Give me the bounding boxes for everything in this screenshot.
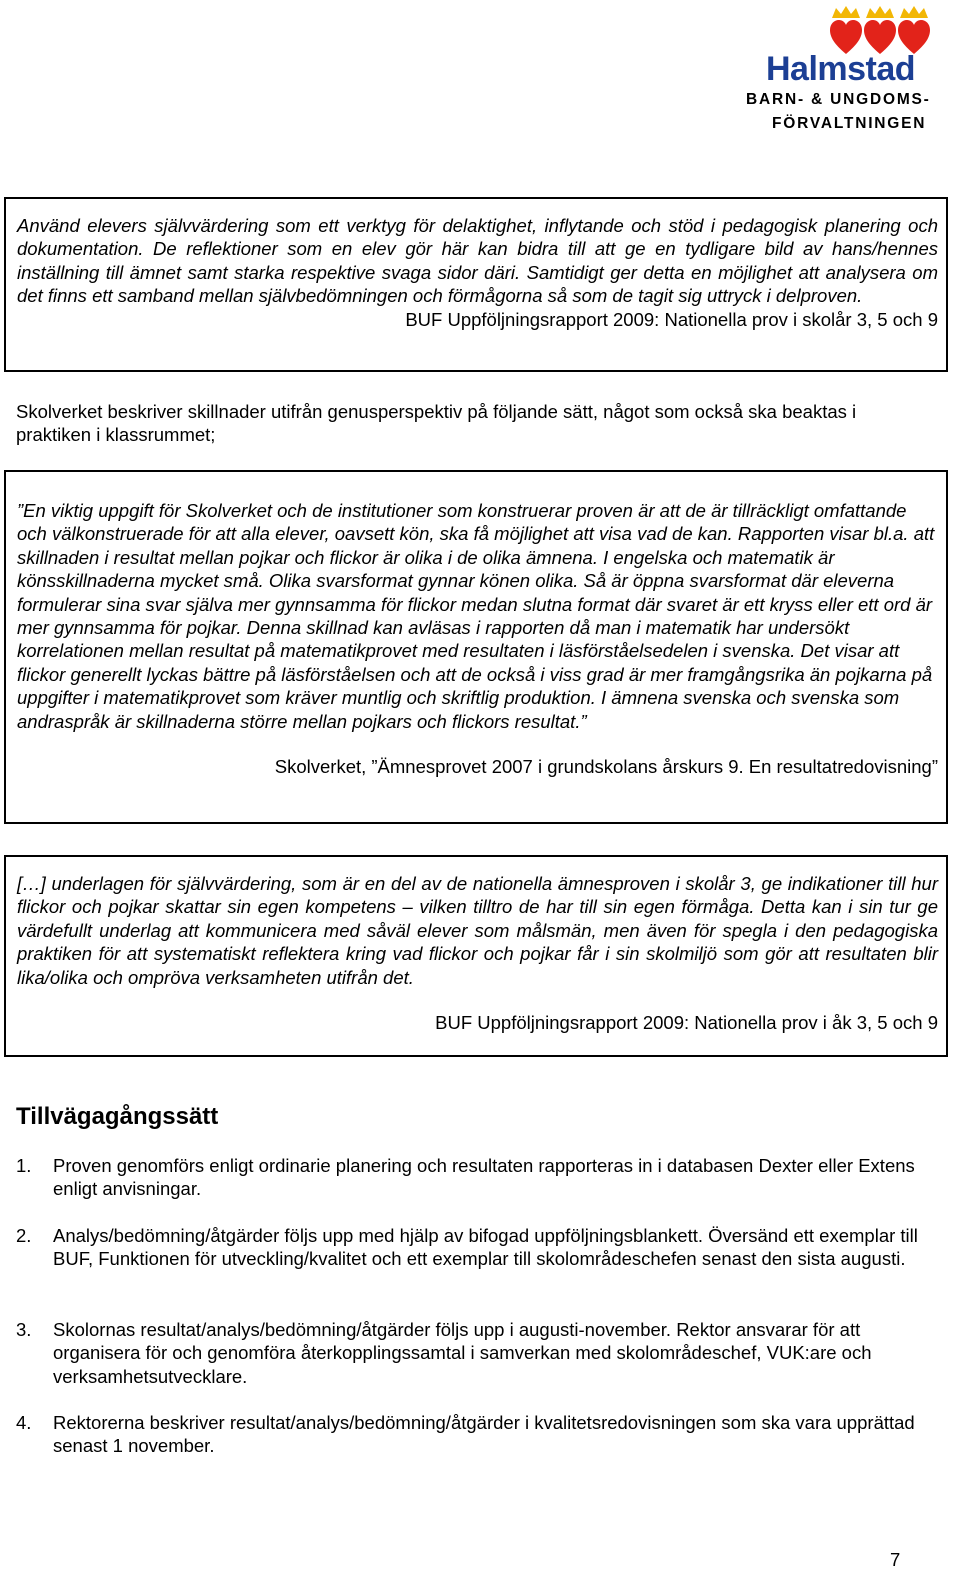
- list-item-number: 1.: [16, 1155, 32, 1176]
- quote-2-source: Skolverket, ”Ämnesprovet 2007 i grundskolans årskurs 9. En resultatredovisning”: [274, 756, 938, 778]
- list-item-text: Rektorerna beskriver resultat/analys/bedömning/åtgärder i kvalitetsredovisningen som ska vara upprättad senast 1 november.: [53, 1412, 915, 1457]
- page-number: 7: [890, 1549, 901, 1570]
- logo-department-line2: FÖRVALTNINGEN: [772, 115, 927, 132]
- logo-name: Halmstad: [766, 50, 916, 88]
- intro-paragraph: Skolverket beskriver skillnader utifrån genusperspektiv på följande sätt, något som också ska beaktas i praktiken i klassrummet;: [16, 401, 857, 446]
- quote-3-text: […] underlagen för självvärdering, som är en del av de nationella ämnesproven i skolår 3, ge indikationer till hur flickor och pojkar skattar sin egen kompetens – vilken tilltro de har till sin egen förmåga. Detta kan i sin tur ge värdefullt underlag att kommunicera med såväl elever som målsmän, men även för spegla i den pedagogiska praktiken för att systematiskt reflektera kring vad flickor och pojkar får i sin skolmiljö som gör att resultaten blir lika/olika och ompröva verksamheten utifrån det.: [17, 873, 938, 988]
- list-item: [16, 1318, 946, 1388]
- quote-box-3: [4, 855, 948, 1057]
- section-heading: Tillvägagångssätt: [16, 1103, 219, 1130]
- quote-1-text: Använd elevers självvärdering som ett verktyg för delaktighet, inflytande och stöd i pedagogisk planering och dokumentation. De reflektioner som en elev gör här kan bidra till att ge en tydligare bild av hans/hennes inställning till ämnet samt starka respektive svaga sidor däri. Samtidigt ger detta en möjlighet att analysera om det finns ett samband mellan självbedömningen och förmågorna så som de tagit sig uttryck i delproven.: [17, 215, 938, 307]
- logo-department-line1: BARN- & UNGDOMS-: [746, 91, 931, 108]
- list-item-number: 2.: [16, 1225, 32, 1246]
- list-item-number: 3.: [16, 1319, 32, 1340]
- quote-box-1: [4, 197, 948, 372]
- list-item: [16, 1224, 946, 1271]
- list-item-text: Proven genomförs enligt ordinarie planering och resultaten rapporteras in i databasen Dexter eller Extens enligt anvisningar.: [53, 1155, 915, 1200]
- list-item-text: Analys/bedömning/åtgärder följs upp med hjälp av bifogad uppföljningsblankett. Översänd ett exemplar till BUF, Funktionen för utveckling/kvalitet och ett exemplar till skolområdeschefen senast den sista augusti.: [53, 1225, 918, 1270]
- quote-box-2: [4, 470, 948, 824]
- list-item-number: 4.: [16, 1412, 32, 1433]
- quote-2-text: ”En viktig uppgift för Skolverket och de institutioner som konstruerar proven är att de är tillräckligt omfattande och välkonstruerade för att alla elever, oavsett kön, ska få möjlighet att visa vad de kan. Rapporten visar bl.a. att skillnaden i resultat mellan pojkar och flickor är olika i de olika ämnena. I engelska och matematik är könsskillnaderna mycket små. Olika svarsformat gynnar könen olika. Så är öppna svarsformat där eleverna formulerar sina svar själva mer gynnsamma för flickor medan slutna format där svaret är ett kryss eller ett ord är mer gynnsamma för pojkar. Denna skillnad kan avläsas i rapporten då man i matematik har undersökt korrelationen mellan resultat på matematikprovet med resultaten i läsförståelsedelen i svenska. Det visar att flickor generellt lyckas bättre på läsförståelsen och att de också i viss grad är mer framgångsrika än pojkarna på uppgifter i matematikprovet som kräver muntlig och skriftlig produktion. I ämnena svenska och svenska som andraspråk är skillnaderna större mellan pojkars och flickors resultat.”: [17, 500, 935, 732]
- list-item-text: Skolornas resultat/analys/bedömning/åtgärder följs upp i augusti-november. Rektor ansvarar för att organisera för och genomföra återkopplingssamtal i samverkan med skolområdeschef, VUK:are och verksamhetsutvecklare.: [53, 1319, 872, 1387]
- quote-1-source: BUF Uppföljningsrapport 2009: Nationella prov i skolår 3, 5 och 9: [405, 308, 938, 330]
- crowned-hearts-icon: [828, 4, 934, 56]
- list-item: [16, 1411, 946, 1458]
- quote-3-source: BUF Uppföljningsrapport 2009: Nationella prov i åk 3, 5 och 9: [435, 1012, 938, 1034]
- list-item: [16, 1154, 946, 1201]
